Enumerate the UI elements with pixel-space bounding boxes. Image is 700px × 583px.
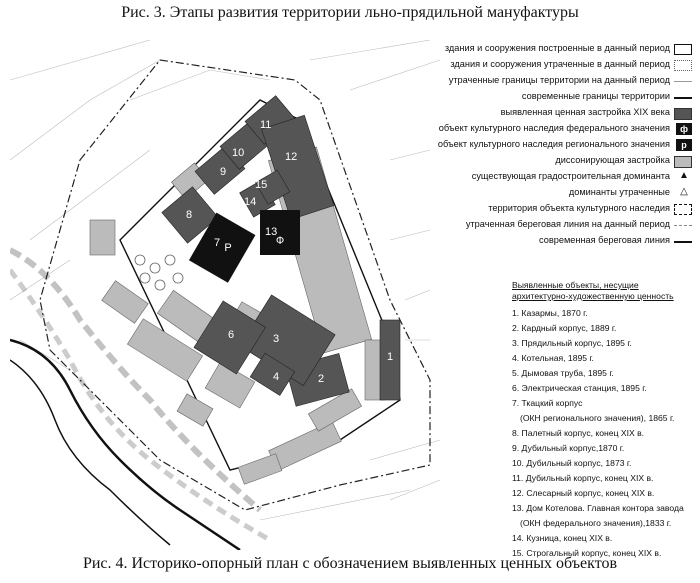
object-item: 11. Дубильный корпус, конец XIX в. (512, 473, 654, 483)
map-label-15: 15 (255, 179, 268, 191)
object-item: 7. Ткацкий корпус (512, 398, 583, 408)
okn-federal-letter: Ф (275, 235, 285, 247)
map-label-11: 11 (260, 119, 272, 131)
object-item: 15. Строгальный корпус, конец XIX в. (512, 548, 662, 558)
objects-heading-2: архитектурно-художественную ценность (512, 291, 674, 301)
legend-row: утраченные границы территории на данный период (430, 73, 696, 89)
object-item: 6. Электрическая станция, 1895 г. (512, 383, 647, 393)
legend-row: диссонирующая застройка (430, 153, 696, 169)
map-label-6: 6 (228, 329, 235, 341)
map-label-4: 4 (273, 371, 280, 383)
map-label-14: 14 (244, 196, 257, 208)
heritage-territory-boundary (40, 60, 430, 510)
okn-regional-letter: Р (224, 242, 232, 254)
object-item: 5. Дымовая труба, 1895 г. (512, 368, 614, 378)
legend-row: утраченная береговая линия на данный период (430, 217, 696, 233)
object-item: 12. Слесарный корпус, конец XIX в. (512, 488, 655, 498)
map-label-12: 12 (285, 151, 298, 163)
map-label-13: 13 (265, 226, 278, 238)
object-item: 1. Казармы, 1870 г. (512, 308, 588, 318)
tanks (135, 255, 183, 290)
object-item: 9. Дубильный корпус,1870 г. (512, 443, 625, 453)
legend-row: существующая градостроительная доминанта ▲ (430, 169, 696, 185)
valuable-objects-list (512, 280, 698, 558)
map-label-3: 3 (273, 333, 280, 345)
objects-heading-1: Выявленные объекты, несущие (512, 280, 639, 290)
object-item: 14. Кузница, конец XIX в. (512, 533, 613, 543)
object-item: (ОКН федерального значения),1833 г. (520, 518, 672, 528)
triangle-filled-icon: ▲ (679, 170, 689, 181)
object-item: 13. Дом Котелова. Главная контора завода (512, 503, 684, 513)
figure-caption-bottom: Рис. 4. Историко-опорный план с обозначением выявленных ценных объектов (82, 555, 618, 572)
triangle-open-icon: △ (680, 186, 688, 197)
map-label-1: 1 (387, 351, 394, 363)
object-item: 8. Палетный корпус, конец XIX в. (512, 428, 645, 438)
site-plan-map (10, 40, 490, 550)
legend-row: территория объекта культурного наследия (430, 201, 696, 217)
legend-row: объект культурного наследия регионального значения р (430, 137, 696, 153)
legend-row: доминанты утраченные △ (430, 185, 696, 201)
legend-row: здания и сооружения построенные в данный период (430, 41, 696, 57)
object-item: 4. Котельная, 1895 г. (512, 353, 594, 363)
map-label-2: 2 (318, 373, 325, 385)
legend-row: современная береговая линия (430, 233, 696, 249)
map-label-8: 8 (186, 209, 193, 221)
figure-caption-top: Рис. 3. Этапы развития территории льно-прядильной мануфактуры (121, 4, 579, 21)
object-item: 10. Дубильный корпус, 1873 г. (512, 458, 632, 468)
object-item: 3. Прядильный корпус, 1895 г. (512, 338, 632, 348)
legend-row: объект культурного наследия федерального значения ф (430, 121, 696, 137)
legend-row: здания и сооружения утраченные в данный период (430, 57, 696, 73)
map-label-10: 10 (232, 147, 245, 159)
map-label-7: 7 (214, 237, 221, 249)
legend-row: современные границы территории (430, 89, 696, 105)
legend-row: выявленная ценная застройка XIX века (430, 105, 696, 121)
object-item: 2. Кардный корпус, 1889 г. (512, 323, 617, 333)
object-item: (ОКН регионального значения), 1865 г. (520, 413, 675, 423)
map-label-9: 9 (220, 166, 227, 178)
